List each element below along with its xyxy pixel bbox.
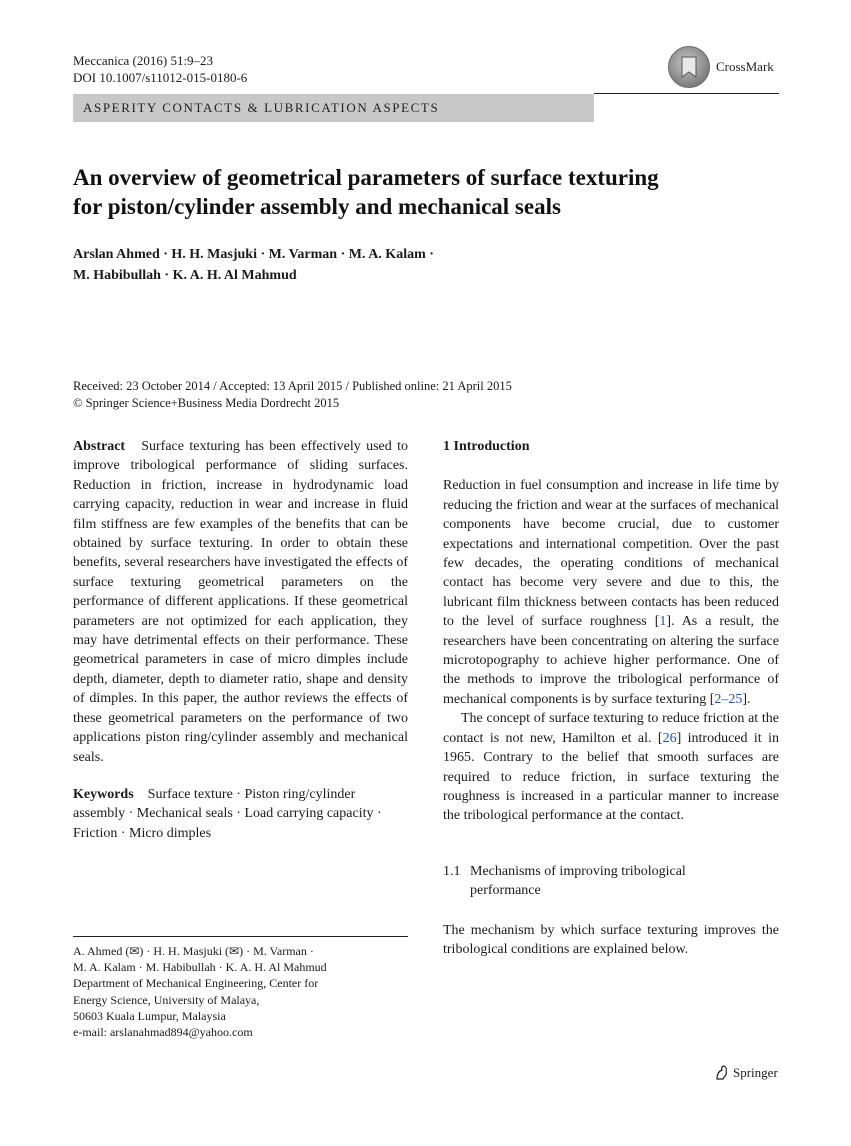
intro-paragraph-1: Reduction in fuel consumption and increase in life time by reducing the friction and wear at the surfaces of mechanical components have become crucial, due to customer expectations and international competition. Over the past few decades, the operating conditions of mechanical contact has become very severe and due to this, the lubricant film thickness between contacts has been reduced to the level of surface roughness [1]. As a result, the researchers have been concentrating on altering the surface microtopography to achieve higher performance. One of the methods to improve the tribological performance of mechanical components is by surface texturing [2–25]. — [443, 478, 779, 707]
intro-paragraph-2: The concept of surface texturing to reduce friction at the contact is not new, Hamilton et al. [26] introduced it in 1965. Contrary to the belief that smooth surfaces are required to reduce friction, in surface texturing the roughness is increased in a particular manner to increase the tribological performance at the contact. — [443, 711, 779, 824]
title-line-2: for piston/cylinder assembly and mechanical seals — [73, 194, 561, 219]
copyright-line: © Springer Science+Business Media Dordrecht 2015 — [73, 396, 340, 410]
journal-info — [73, 52, 247, 86]
subsection-number: 1.1 — [443, 863, 461, 879]
intro-paragraph-3: The mechanism by which surface texturing improves the tribological conditions are explained below. — [443, 922, 779, 957]
footnote-line-2: M. A. Kalam · M. Habibullah · K. A. H. Al Mahmud — [73, 960, 327, 975]
subsection-title-line-2: performance — [470, 883, 541, 899]
author-affiliation-footnote — [73, 943, 408, 1040]
footnote-line-1: A. Ahmed (✉) · H. H. Masjuki (✉) · M. Varman · — [73, 944, 314, 958]
authors-line-1: Arslan Ahmed · H. H. Masjuki · M. Varman · M. A. Kalam · — [73, 247, 434, 262]
reference-link[interactable]: 2–25 — [714, 691, 743, 707]
footnote-email[interactable]: e-mail: arslanahmad894@yahoo.com — [73, 1025, 253, 1040]
footnote-line-5: 50603 Kuala Lumpur, Malaysia — [73, 1008, 226, 1023]
doi[interactable]: DOI 10.1007/s11012-015-0180-6 — [73, 70, 248, 85]
subsection-title-line-1: Mechanisms of improving tribological — [470, 863, 686, 879]
subsection-heading — [443, 862, 779, 901]
keywords — [73, 785, 408, 843]
publisher-logo — [714, 1065, 778, 1081]
footnote-divider — [73, 936, 408, 937]
header-divider — [594, 93, 779, 94]
left-column — [73, 437, 408, 843]
keywords-label: Keywords — [73, 786, 134, 802]
section-banner — [73, 94, 594, 122]
section-label: ASPERITY CONTACTS & LUBRICATION ASPECTS — [83, 100, 440, 115]
journal-citation: Meccanica (2016) 51:9–23 — [73, 53, 214, 68]
authors-line-2: M. Habibullah · K. A. H. Al Mahmud — [73, 268, 297, 283]
publication-dates — [73, 378, 773, 412]
footnote-line-4: Energy Science, University of Malaya, — [73, 992, 260, 1007]
publisher-name: Springer — [733, 1065, 778, 1080]
crossmark-badge[interactable] — [668, 46, 774, 88]
keywords-text: Surface texture · Piston ring/cylinder assembly · Mechanical seals · Load carrying capacity · Friction · Micro dimples — [73, 786, 382, 841]
crossmark-label: CrossMark — [716, 59, 774, 74]
abstract-text: Surface texturing has been effectively used to improve tribological performance of sliding surfaces. Reduction in friction, increase in hydrodynamic load carrying capacity, reduction in wear and increase in fluid film stiffness are few examples of the benefits that can be obtained by surface texturing. In order to obtain these benefits, several researchers have investigated the effects of surface texturing geometrical parameters on the performance of different applications. If these geometrical parameters are not optimized for each application, they may have detrimental effects on their performance. These geometrical parameters in case of micro dimples include depth, diameter, depth to diameter ratio, shape and density of dimples. In this paper, the author reviews the effects of these geometrical parameters on the performance of two applications piston ring/cylinder assembly and mechanical seals. — [73, 439, 408, 765]
article-title — [73, 163, 773, 221]
reference-link[interactable]: 26 — [662, 730, 677, 746]
reference-link[interactable]: 1 — [659, 614, 667, 630]
springer-horse-icon — [714, 1065, 730, 1081]
title-line-1: An overview of geometrical parameters of surface texturing — [73, 165, 659, 190]
author-list — [73, 244, 773, 286]
introduction-heading: 1 Introduction — [443, 439, 530, 454]
dates-line: Received: 23 October 2014 / Accepted: 13 April 2015 / Published online: 21 April 2015 — [73, 379, 512, 393]
crossmark-icon — [668, 46, 710, 88]
abstract — [73, 437, 408, 767]
footnote-line-3: Department of Mechanical Engineering, Center for — [73, 976, 319, 991]
right-column — [443, 437, 779, 959]
abstract-label: Abstract — [73, 439, 126, 454]
